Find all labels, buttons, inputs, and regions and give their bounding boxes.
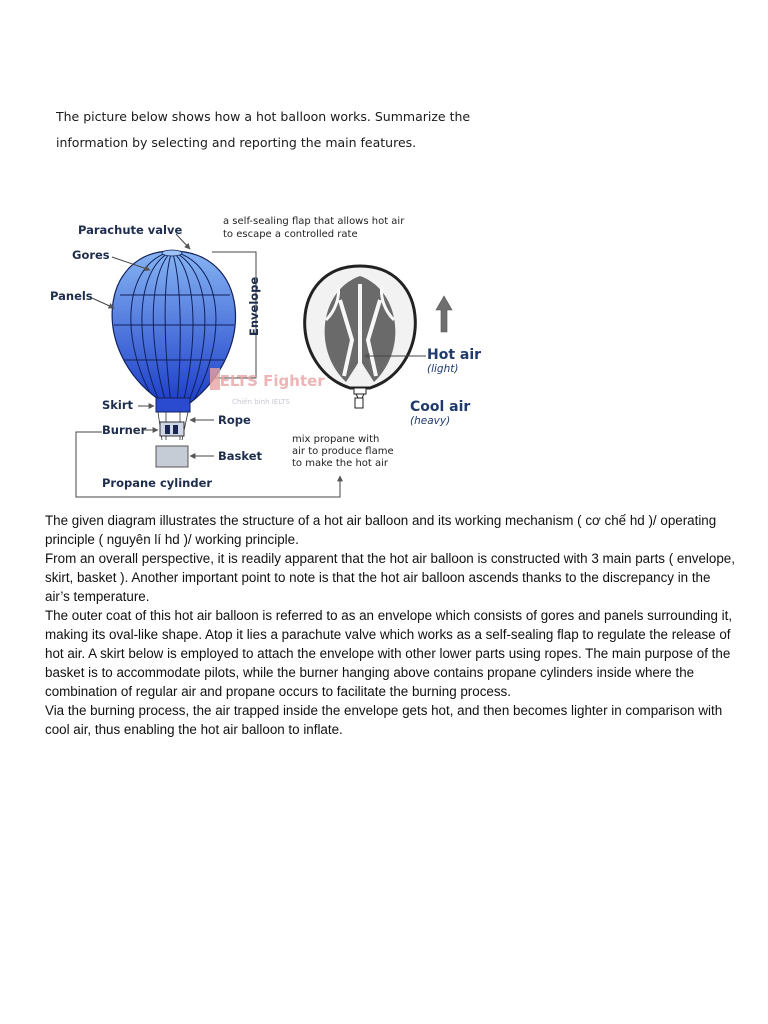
svg-text:Chiến binh IELTS: Chiến binh IELTS: [232, 398, 290, 406]
note-valve-line-2: to escape a controlled rate: [223, 229, 358, 240]
note-mix-line-1: mix propane with: [292, 434, 380, 445]
note-mix-line-3: to make the hot air: [292, 458, 389, 469]
label-propane-cylinder: Propane cylinder: [102, 476, 213, 490]
prompt-line-2: information by selecting and reporting the main features.: [56, 135, 417, 150]
essay-paragraph-1: The given diagram illustrates the structure of a hot air balloon and its working mechanism ( cơ chế hd )/ operating principle ( nguyên lí hd )/ working principle.: [45, 513, 717, 547]
task-prompt: [56, 104, 496, 156]
prompt-line-1: The picture below shows how a hot balloon works. Summarize the: [56, 109, 471, 124]
label-hot-air: Hot air: [427, 347, 482, 363]
label-rope: Rope: [218, 413, 251, 427]
burner-unit: [160, 422, 184, 436]
balloon-basket: [156, 446, 188, 467]
essay-paragraph-2: From an overall perspective, it is readily apparent that the hot air balloon is constructed with 3 main parts ( envelope, skirt, basket ). Another important point to note is that the hot air balloon ascends thanks to the discrepancy in the air’s temperature.: [45, 551, 735, 604]
label-burner: Burner: [102, 423, 147, 437]
balloon-skirt: [156, 398, 190, 412]
label-parachute-valve: Parachute valve: [78, 223, 183, 237]
label-panels: Panels: [50, 289, 93, 303]
essay-paragraph-4: Via the burning process, the air trapped inside the envelope gets hot, and then becomes lighter in comparison with cool air, thus enabling the hot air balloon to inflate.: [45, 703, 723, 737]
label-basket: Basket: [218, 449, 263, 463]
essay-text: [45, 511, 735, 739]
watermark: [210, 368, 325, 406]
label-envelope: Envelope: [247, 276, 261, 336]
rising-arrow-icon: [436, 296, 452, 332]
essay-paragraph-3: The outer coat of this hot air balloon is referred to as an envelope which consists of gores and panels surrounding it, making its oval-like shape. Atop it lies a parachute valve which works as a self-sealing flap to regulate the release of hot air. A skirt below is employed to attach the envelope with other lower parts using ropes. The main purpose of the basket is to accommodate pilots, while the burner hanging above contains propane cylinders inside where the combination of regular air and propane occurs to facilitate the burning process.: [45, 608, 733, 699]
label-gores: Gores: [72, 248, 110, 262]
label-cool-air-sub: (heavy): [410, 415, 451, 427]
label-cool-air: Cool air: [410, 399, 471, 415]
svg-text:IELTS Fighter: IELTS Fighter: [214, 372, 325, 390]
note-mix-line-2: air to produce flame: [292, 446, 394, 457]
hot-air-balloon-diagram: [40, 200, 500, 500]
note-valve-line-1: a self-sealing flap that allows hot air: [223, 216, 405, 227]
label-hot-air-sub: (light): [427, 363, 459, 375]
label-skirt: Skirt: [102, 398, 134, 412]
